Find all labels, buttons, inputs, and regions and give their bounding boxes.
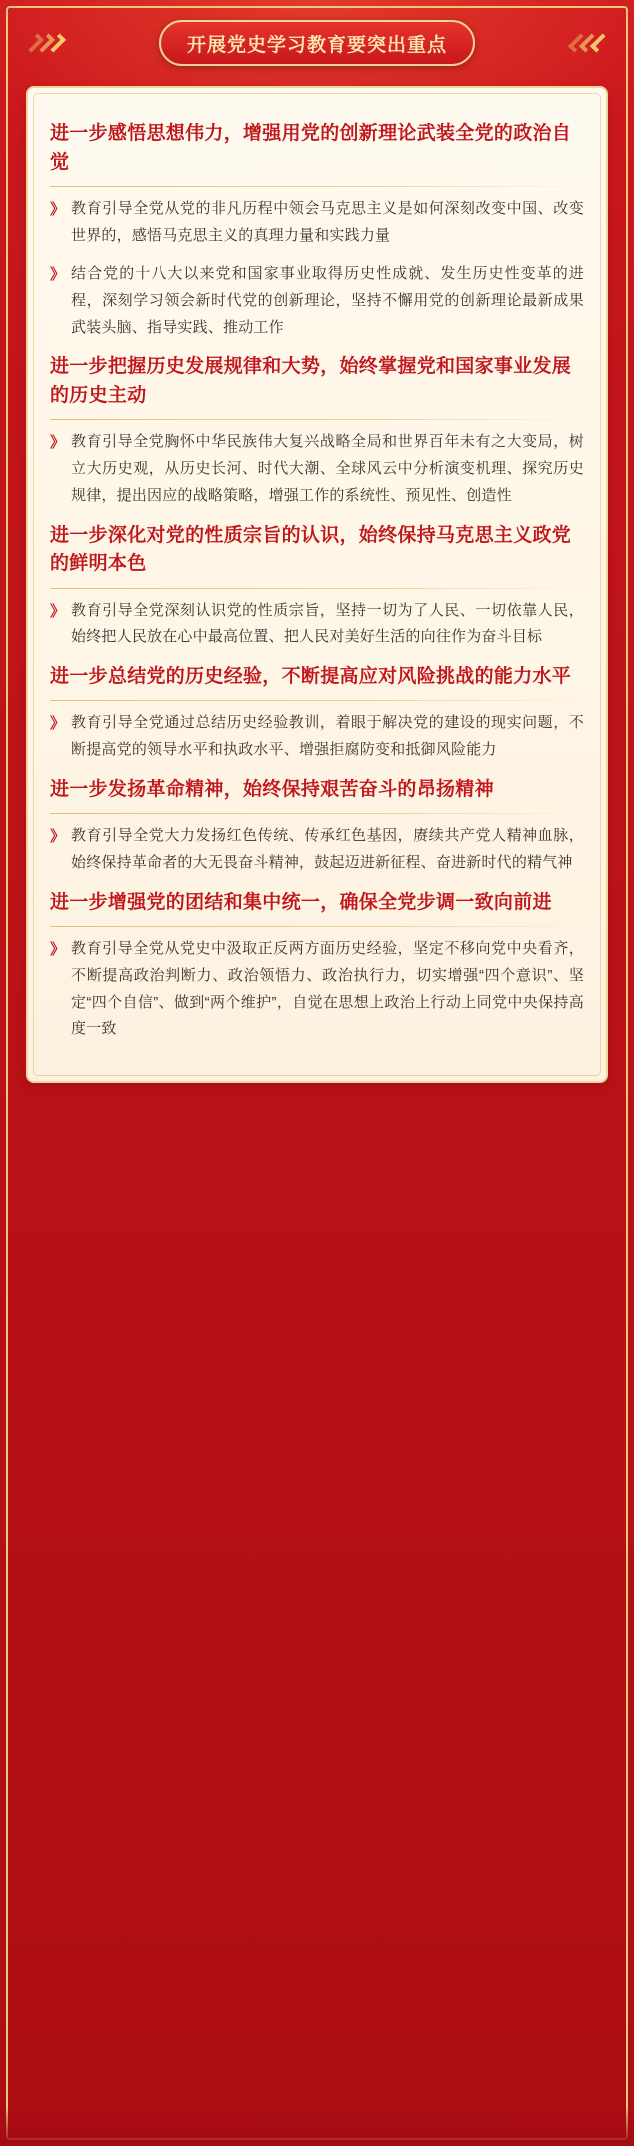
chevrons-left-icon	[573, 34, 604, 52]
section-paragraph	[50, 196, 584, 249]
paragraph-text: 教育引导全党深刻认识党的性质宗旨，坚持一切为了人民、一切依靠人民，始终把人民放在心中最高位置、把人民对美好生活的向往作为奋斗目标	[71, 601, 584, 646]
paragraph-text: 教育引导全党从党史中汲取正反两方面历史经验，坚定不移向党中央看齐，不断提高政治判断力、政治领悟力、政治执行力，切实增强“四个意识”、坚定“四个自信”、做到“两个维护”，自觉在思想上政治上行动上同党中央保持高度一致	[71, 940, 584, 1038]
section-1	[50, 120, 584, 341]
poster-title-pill	[159, 20, 475, 66]
bullet-marker-icon: 》	[50, 266, 66, 284]
page-title: 开展党史学习教育要突出重点	[186, 34, 447, 56]
section-paragraph	[50, 429, 584, 509]
poster-header	[12, 0, 622, 86]
bullet-marker-icon: 》	[50, 941, 66, 959]
bullet-marker-icon: 》	[50, 201, 66, 218]
section-heading: 进一步发扬革命精神，始终保持艰苦奋斗的昂扬精神	[50, 778, 494, 800]
bottom-gradient-band	[0, 2106, 634, 2146]
section-heading: 进一步增强党的团结和集中统一，确保全党步调一致向前进	[50, 891, 552, 913]
paragraph-text: 教育引导全党从党的非凡历程中领会马克思主义是如何深刻改变中国、改变世界的，感悟马克思主义的真理力量和实践力量	[71, 200, 584, 244]
section-heading: 进一步感悟思想伟力，增强用党的创新理论武装全党的政治自觉	[50, 123, 572, 173]
section-divider	[50, 813, 584, 814]
paragraph-text: 教育引导全党通过总结历史经验教训，着眼于解决党的建设的现实问题，不断提高党的领导水平和执政水平、增强拒腐防变和抵御风险能力	[71, 714, 584, 759]
section-6	[50, 889, 584, 1043]
paragraph-text: 教育引导全党胸怀中华民族伟大复兴战略全局和世界百年未有之大变局，树立大历史观，从历史长河、时代大潮、全球风云中分析演变机理、探究历史规律，提出因应的战略策略，增强工作的系统性、预见性、创造性	[71, 433, 584, 504]
section-paragraph	[50, 598, 584, 651]
section-divider	[50, 700, 584, 701]
section-divider	[50, 186, 584, 187]
section-paragraph	[50, 261, 584, 341]
section-paragraph	[50, 710, 584, 763]
chevrons-right-icon	[30, 34, 61, 52]
section-heading: 进一步把握历史发展规律和大势，始终掌握党和国家事业发展的历史主动	[50, 356, 572, 406]
section-2	[50, 353, 584, 509]
content-card	[26, 86, 608, 1083]
section-heading: 进一步总结党的历史经验，不断提高应对风险挑战的能力水平	[50, 665, 572, 687]
section-divider	[50, 588, 584, 589]
section-3	[50, 522, 584, 651]
section-paragraph	[50, 823, 584, 876]
bullet-marker-icon: 》	[50, 602, 66, 620]
section-5	[50, 776, 584, 877]
section-paragraph	[50, 936, 584, 1043]
bullet-marker-icon: 》	[50, 828, 66, 846]
paragraph-text: 结合党的十八大以来党和国家事业取得历史性成就、发生历史性变革的进程，深刻学习领会新时代党的创新理论，坚持不懈用党的创新理论最新成果武装头脑、指导实践、推动工作	[71, 265, 584, 336]
section-heading: 进一步深化对党的性质宗旨的认识，始终保持马克思主义政党的鲜明本色	[50, 524, 572, 574]
section-divider	[50, 926, 584, 927]
bullet-marker-icon: 》	[50, 434, 66, 452]
paragraph-text: 教育引导全党大力发扬红色传统、传承红色基因，赓续共产党人精神血脉，始终保持革命者的大无畏奋斗精神，鼓起迈进新征程、奋进新时代的精气神	[71, 827, 584, 871]
section-divider	[50, 419, 584, 420]
bullet-marker-icon: 》	[50, 715, 66, 733]
section-4	[50, 663, 584, 764]
